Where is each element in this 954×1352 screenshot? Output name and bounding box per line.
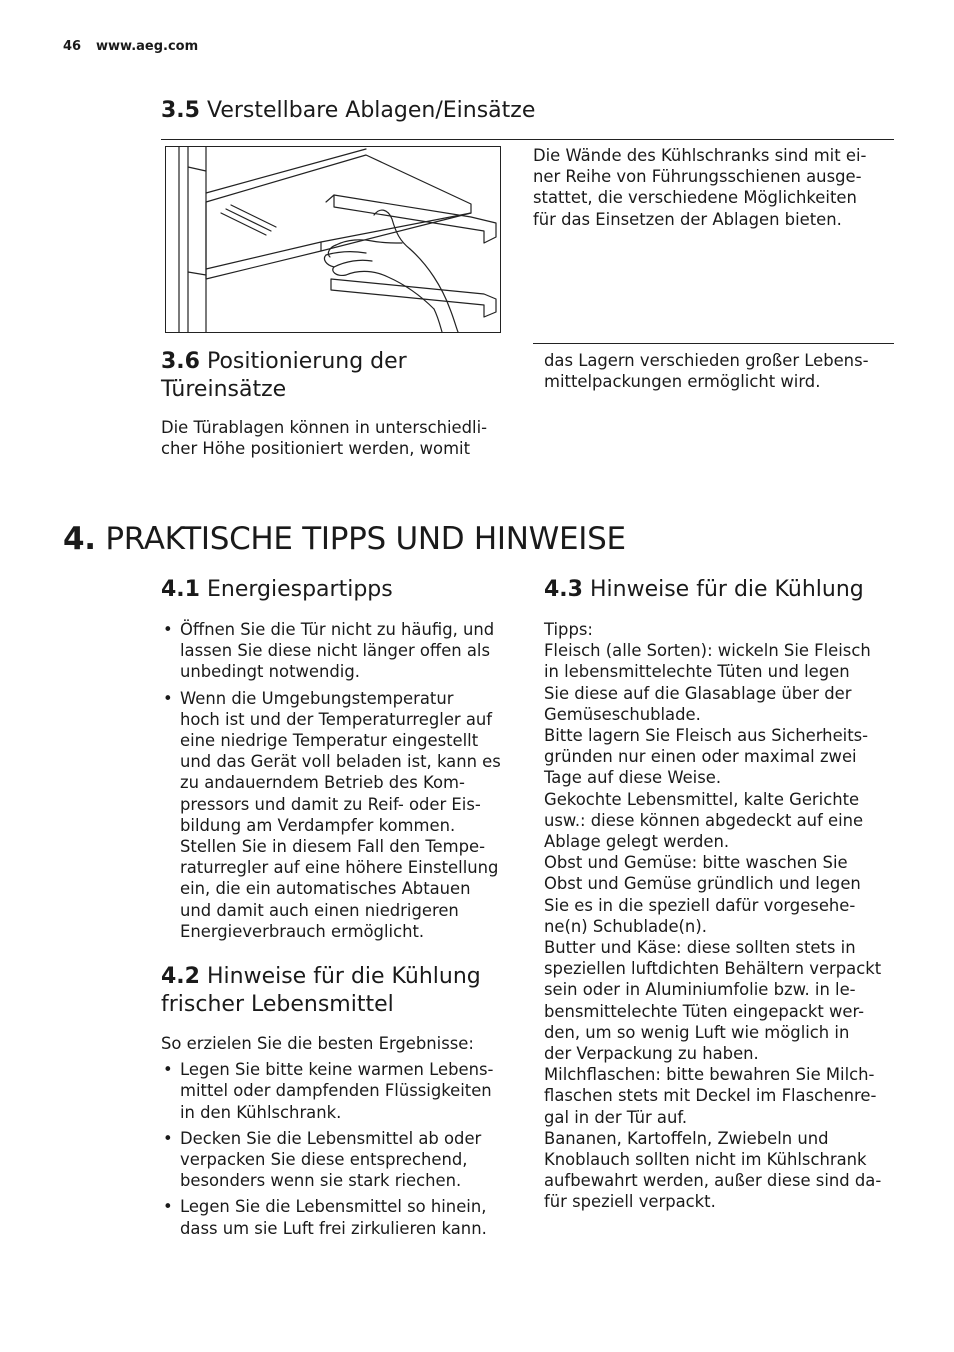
tips-paragraph: Bananen, Kartoffeln, Zwiebeln und Knoblauch sollten nicht im Kühlschrank aufbewahrt werden, außer diese sind da- für speziell verpackt. <box>544 1128 882 1212</box>
section-3-5-heading <box>161 97 535 125</box>
list-item: • Legen Sie bitte keine warmen Lebens- mittel oder dampfenden Flüssigkeiten in den Kühlschrank. <box>163 1060 494 1122</box>
section-3-5-text: Die Wände des Kühlschranks sind mit ei- ner Reihe von Führungsschienen ausge- stattet, die verschiedene Möglichkeiten für das Einsetzen der Ablagen bieten. <box>533 146 867 229</box>
tips-paragraph: Gekochte Lebensmittel, kalte Gerichte usw.: diese können abgedeckt auf eine Ablage gelegt werden. <box>544 789 864 852</box>
section-title: Positionierung der Türeinsätze <box>161 349 407 402</box>
chapter-4-heading <box>63 520 626 558</box>
chapter-number: 4. <box>63 521 96 557</box>
list-item-text: Legen Sie bitte keine warmen Lebens- mittel oder dampfenden Flüssigkeiten in den Kühlschrank. <box>180 1060 494 1122</box>
section-title: Energiespartipps <box>206 577 393 602</box>
fresh-food-list <box>161 1059 521 1239</box>
section-4-3-heading <box>544 576 896 604</box>
section-3-6-heading <box>161 348 521 404</box>
list-item-text: Wenn die Umgebungstemperatur hoch ist und der Temperaturregler auf eine niedrige Temperatur eingestellt und das Gerät voll beladen ist, kann es zu andauerndem Betrieb des Kom- pressors und damit zu Reif- oder Eis- bildung am Verdampfer kommen. Stellen Sie in diesem Fall den Tempe- raturregler auf eine höhere Einstellung ein, die ein automatisches Abtauen und damit auch einen niedrigeren Energieverbrauch ermöglicht. <box>180 688 501 941</box>
tips-paragraph: Milchflaschen: bitte bewahren Sie Milch- flaschen stets mit Deckel im Flaschenre- gal in der Tür auf. <box>544 1065 877 1127</box>
section-3-6-text-right: das Lagern verschieden großer Lebens- mittelpackungen ermöglicht wird. <box>544 351 869 392</box>
list-item: • Wenn die Umgebungstemperatur hoch ist und der Temperaturregler auf eine niedrige Temperatur eingestellt und das Gerät voll beladen ist, kann es zu andauerndem Betrieb des Kom- pressors und damit zu Reif- oder Eis- bildung am Verdampfer kommen. Stellen Sie in diesem Fall den Tempe- raturregler auf eine höhere Einstellung ein, die ein automatisches Abtauen und damit auch einen niedrigeren Energieverbrauch ermöglicht. <box>163 688 501 941</box>
section-rule <box>533 343 894 344</box>
left-column <box>161 576 521 1244</box>
list-item: • Decken Sie die Lebensmittel ab oder verpacken Sie diese entsprechend, besonders wenn sie stark riechen. <box>163 1128 482 1191</box>
section-3-6-text-left: Die Türablagen können in unterschiedli- cher Höhe positioniert werden, womit <box>161 418 488 459</box>
page-number: 46 <box>63 39 82 54</box>
header-url: www.aeg.com <box>96 39 199 54</box>
right-column <box>544 576 896 1213</box>
section-rule <box>161 139 894 140</box>
section-4-1-heading <box>161 576 521 604</box>
section-title: Verstellbare Ablagen/Einsätze <box>206 98 536 123</box>
tips-paragraph: Fleisch (alle Sorten): wickeln Sie Fleisch in lebensmittelechte Tüten und legen Sie diese auf die Glasablage über der Gemüseschublade. <box>544 641 871 724</box>
tips-paragraph: Obst und Gemüse: bitte waschen Sie Obst und Gemüse gründlich und legen Sie es in die speziell dafür vorgesehe- ne(n) Schublade(n). <box>544 853 861 936</box>
tips-paragraph: Bitte lagern Sie Fleisch aus Sicherheits- gründen nur einen oder maximal zwei Tage auf diese Weise. <box>544 726 869 788</box>
section-number: 4.1 <box>161 577 200 602</box>
section-number: 4.3 <box>544 577 583 602</box>
section-4-2-heading <box>161 963 521 1019</box>
cooling-tips <box>544 619 896 1213</box>
section-number: 4.2 <box>161 964 200 990</box>
section-number: 3.6 <box>161 349 200 374</box>
list-item-text: Decken Sie die Lebensmittel ab oder verpacken Sie diese entsprechend, besonders wenn sie stark riechen. <box>180 1128 482 1191</box>
list-item-text: Legen Sie die Lebensmittel so hinein, dass um sie Luft frei zirkulieren kann. <box>180 1197 487 1238</box>
chapter-title: PRAKTISCHE TIPPS UND HINWEISE <box>105 521 626 557</box>
section-4-2-intro: So erzielen Sie die besten Ergebnisse: <box>161 1034 474 1054</box>
tips-paragraph: Butter und Käse: diese sollten stets in speziellen luftdichten Behältern verpackt sein oder in Aluminiumfolie bzw. in le- bensmittelechte Tüten eingepackt wer- den, um so wenig Luft wie möglich in der Verpackung zu haben. <box>544 938 882 1064</box>
energy-tips-list <box>161 619 521 942</box>
list-item: • Legen Sie die Lebensmittel so hinein, dass um sie Luft frei zirkulieren kann. <box>163 1197 487 1238</box>
section-number: 3.5 <box>161 98 200 123</box>
shelf-illustration <box>165 146 501 333</box>
list-item-text: Öffnen Sie die Tür nicht zu häufig, und lassen Sie diese nicht länger offen als unbedingt notwendig. <box>180 620 495 682</box>
list-item: • Öffnen Sie die Tür nicht zu häufig, und lassen Sie diese nicht länger offen als unbedingt notwendig. <box>163 620 495 682</box>
tips-paragraph: Tipps: <box>544 620 593 639</box>
shelf-hand-drawing <box>166 147 500 332</box>
section-title: Hinweise für die Kühlung <box>589 577 864 602</box>
section-title: Hinweise für die Kühlung frischer Lebensmittel <box>161 964 481 1018</box>
